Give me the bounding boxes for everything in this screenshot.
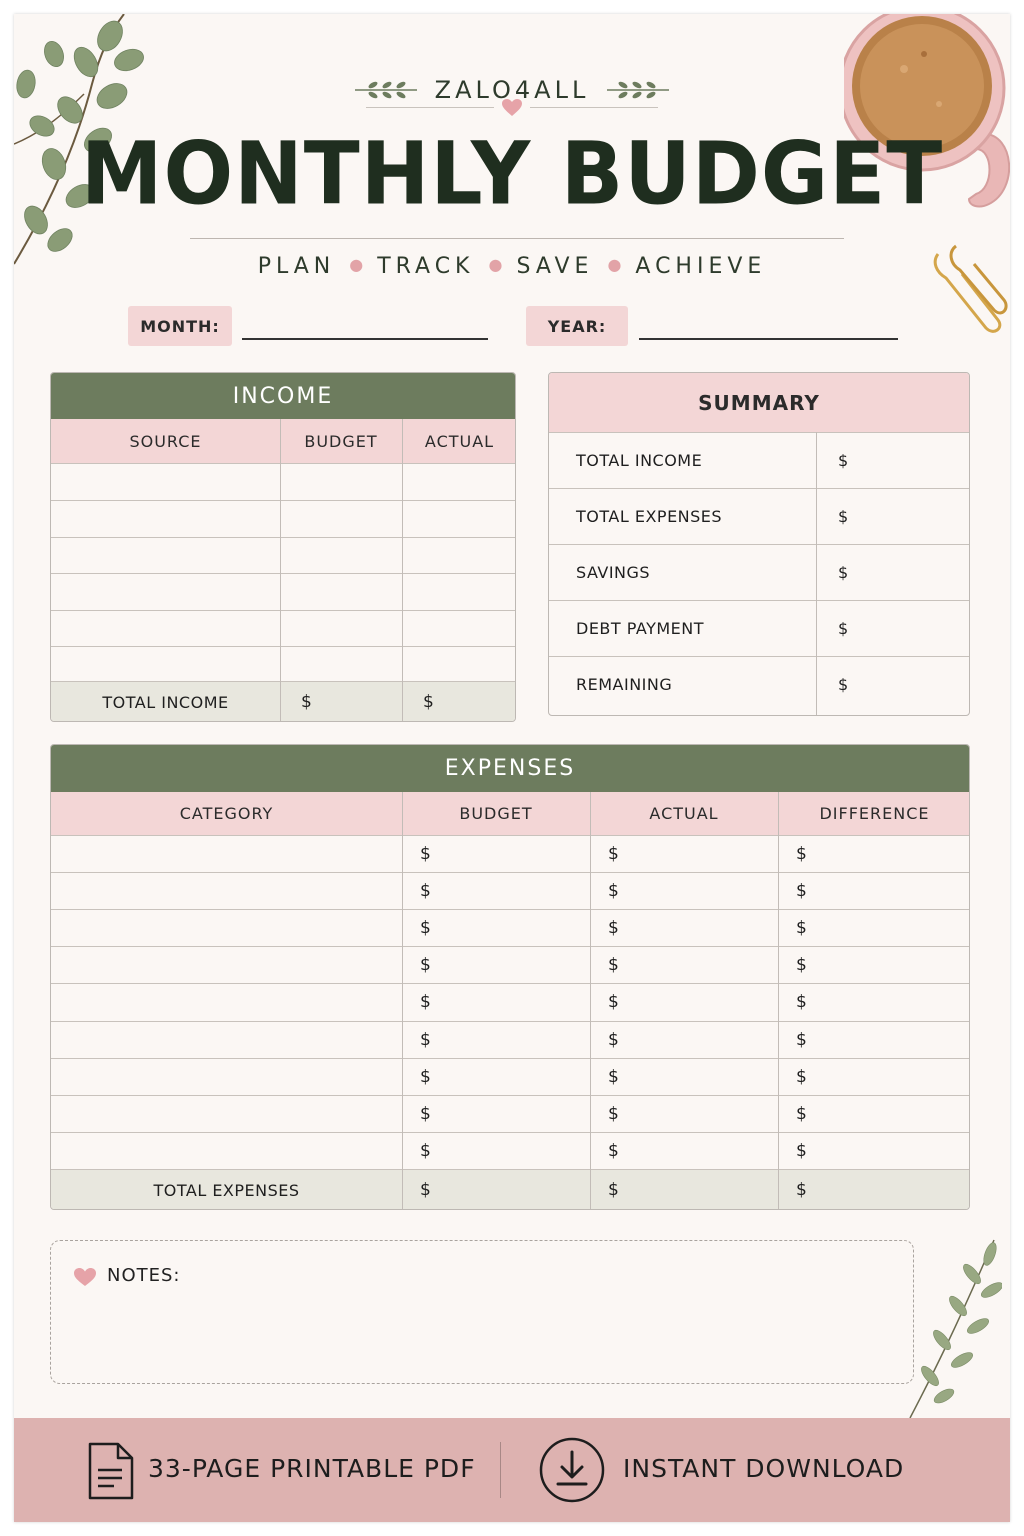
- sprig-left-icon: [353, 80, 419, 100]
- footer-divider: [500, 1442, 501, 1498]
- tagline-save: SAVE: [516, 254, 594, 279]
- expense-difference-cell[interactable]: $: [796, 1029, 807, 1050]
- summary-value-remaining[interactable]: $: [838, 674, 849, 694]
- sprig-right-icon: [605, 80, 671, 100]
- expense-budget-cell[interactable]: $: [420, 844, 431, 864]
- expense-category-cell[interactable]: [51, 1021, 402, 1058]
- expense-difference-cell[interactable]: $: [796, 918, 807, 939]
- expenses-col-category: CATEGORY: [179, 804, 274, 823]
- summary-title: SUMMARY: [698, 390, 820, 415]
- income-table: [50, 372, 516, 722]
- footer-banner: [14, 1418, 1010, 1522]
- tagline-plan: PLAN: [257, 254, 336, 279]
- expense-difference-cell[interactable]: $: [796, 955, 807, 976]
- expense-difference-cell[interactable]: $: [796, 1103, 807, 1124]
- page-title: MONTHLY BUDGET: [80, 124, 944, 225]
- expense-budget-cell[interactable]: $: [420, 955, 431, 976]
- expenses-total-actual: $: [608, 1180, 619, 1200]
- expense-difference-cell[interactable]: $: [796, 1140, 807, 1161]
- expenses-title: EXPENSES: [51, 745, 969, 792]
- month-input-line[interactable]: [242, 338, 488, 340]
- brand-name: ZALO4ALL: [434, 76, 590, 104]
- summary-table: [548, 372, 970, 716]
- expense-actual-cell[interactable]: $: [608, 992, 619, 1013]
- brand-rule-left: [366, 107, 494, 108]
- summary-label-total-expenses: TOTAL EXPENSES: [576, 506, 723, 526]
- expense-category-cell[interactable]: [51, 872, 402, 909]
- expense-budget-cell[interactable]: $: [420, 881, 431, 902]
- footer-pdf-text: 33-PAGE PRINTABLE PDF: [148, 1454, 476, 1483]
- heart-icon: [73, 1267, 97, 1287]
- summary-value-total-income[interactable]: $: [838, 450, 849, 470]
- expense-category-cell[interactable]: [51, 1095, 402, 1132]
- expense-actual-cell[interactable]: $: [608, 1103, 619, 1124]
- tagline: PLAN ● TRACK ● SAVE ● ACHIEVE: [257, 254, 767, 279]
- expense-actual-cell[interactable]: $: [608, 844, 619, 864]
- expense-difference-cell[interactable]: $: [796, 881, 807, 902]
- expense-budget-cell[interactable]: $: [420, 1103, 431, 1124]
- income-total-budget: $: [301, 692, 312, 712]
- income-col-source: SOURCE: [129, 431, 202, 451]
- expense-category-cell[interactable]: [51, 946, 402, 983]
- income-row-line: [51, 500, 515, 501]
- expense-actual-cell[interactable]: $: [608, 918, 619, 939]
- expense-difference-cell[interactable]: $: [796, 992, 807, 1013]
- summary-label-savings: SAVINGS: [576, 562, 651, 582]
- notes-box[interactable]: [50, 1240, 914, 1384]
- expenses-total-budget: $: [420, 1180, 431, 1200]
- expense-budget-cell[interactable]: $: [420, 1029, 431, 1050]
- heart-icon: [501, 98, 523, 118]
- sprig-decoration-icon: [902, 1236, 1002, 1422]
- expense-actual-cell[interactable]: $: [608, 955, 619, 976]
- download-icon[interactable]: [538, 1436, 606, 1504]
- expense-budget-cell[interactable]: $: [420, 918, 431, 939]
- expense-actual-cell[interactable]: $: [608, 1066, 619, 1087]
- year-label: YEAR:: [526, 306, 628, 346]
- expenses-table: [50, 744, 970, 1210]
- summary-value-savings[interactable]: $: [838, 562, 849, 582]
- budget-sheet: [14, 14, 1010, 1522]
- expense-actual-cell[interactable]: $: [608, 1140, 619, 1161]
- expense-difference-cell[interactable]: $: [796, 844, 807, 864]
- expenses-total-difference: $: [796, 1180, 807, 1200]
- summary-label-debt-payment: DEBT PAYMENT: [576, 618, 705, 638]
- brand-rule-right: [530, 107, 658, 108]
- expenses-col-difference: DIFFERENCE: [819, 804, 930, 823]
- summary-value-total-expenses[interactable]: $: [838, 506, 849, 526]
- expense-budget-cell[interactable]: $: [420, 992, 431, 1013]
- month-label: MONTH:: [128, 306, 232, 346]
- summary-label-remaining: REMAINING: [576, 674, 673, 694]
- income-col-budget: BUDGET: [304, 431, 378, 451]
- expense-category-cell[interactable]: [51, 1132, 402, 1169]
- expenses-col-actual: ACTUAL: [649, 804, 719, 823]
- income-title: INCOME: [51, 373, 515, 419]
- expense-actual-cell[interactable]: $: [608, 1029, 619, 1050]
- footer-download-text: INSTANT DOWNLOAD: [623, 1454, 905, 1483]
- expense-category-cell[interactable]: [51, 835, 402, 872]
- income-col-actual: ACTUAL: [424, 431, 495, 451]
- income-total-actual: $: [423, 692, 434, 712]
- expense-budget-cell[interactable]: $: [420, 1066, 431, 1087]
- summary-value-debt-payment[interactable]: $: [838, 618, 849, 638]
- document-icon: [88, 1442, 134, 1500]
- income-total-label: TOTAL INCOME: [102, 692, 229, 712]
- summary-label-total-income: TOTAL INCOME: [576, 450, 703, 470]
- expenses-total-label: TOTAL EXPENSES: [153, 1180, 300, 1200]
- title-divider: [190, 238, 844, 239]
- expense-category-cell[interactable]: [51, 909, 402, 946]
- expense-budget-cell[interactable]: $: [420, 1140, 431, 1161]
- notes-label: NOTES:: [107, 1265, 181, 1286]
- expense-category-cell[interactable]: [51, 1058, 402, 1095]
- tagline-achieve: ACHIEVE: [635, 254, 767, 279]
- tagline-track: TRACK: [377, 254, 475, 279]
- expense-category-cell[interactable]: [51, 983, 402, 1020]
- expenses-col-budget: BUDGET: [459, 804, 533, 823]
- expense-actual-cell[interactable]: $: [608, 881, 619, 902]
- year-input-line[interactable]: [639, 338, 898, 340]
- expense-difference-cell[interactable]: $: [796, 1066, 807, 1087]
